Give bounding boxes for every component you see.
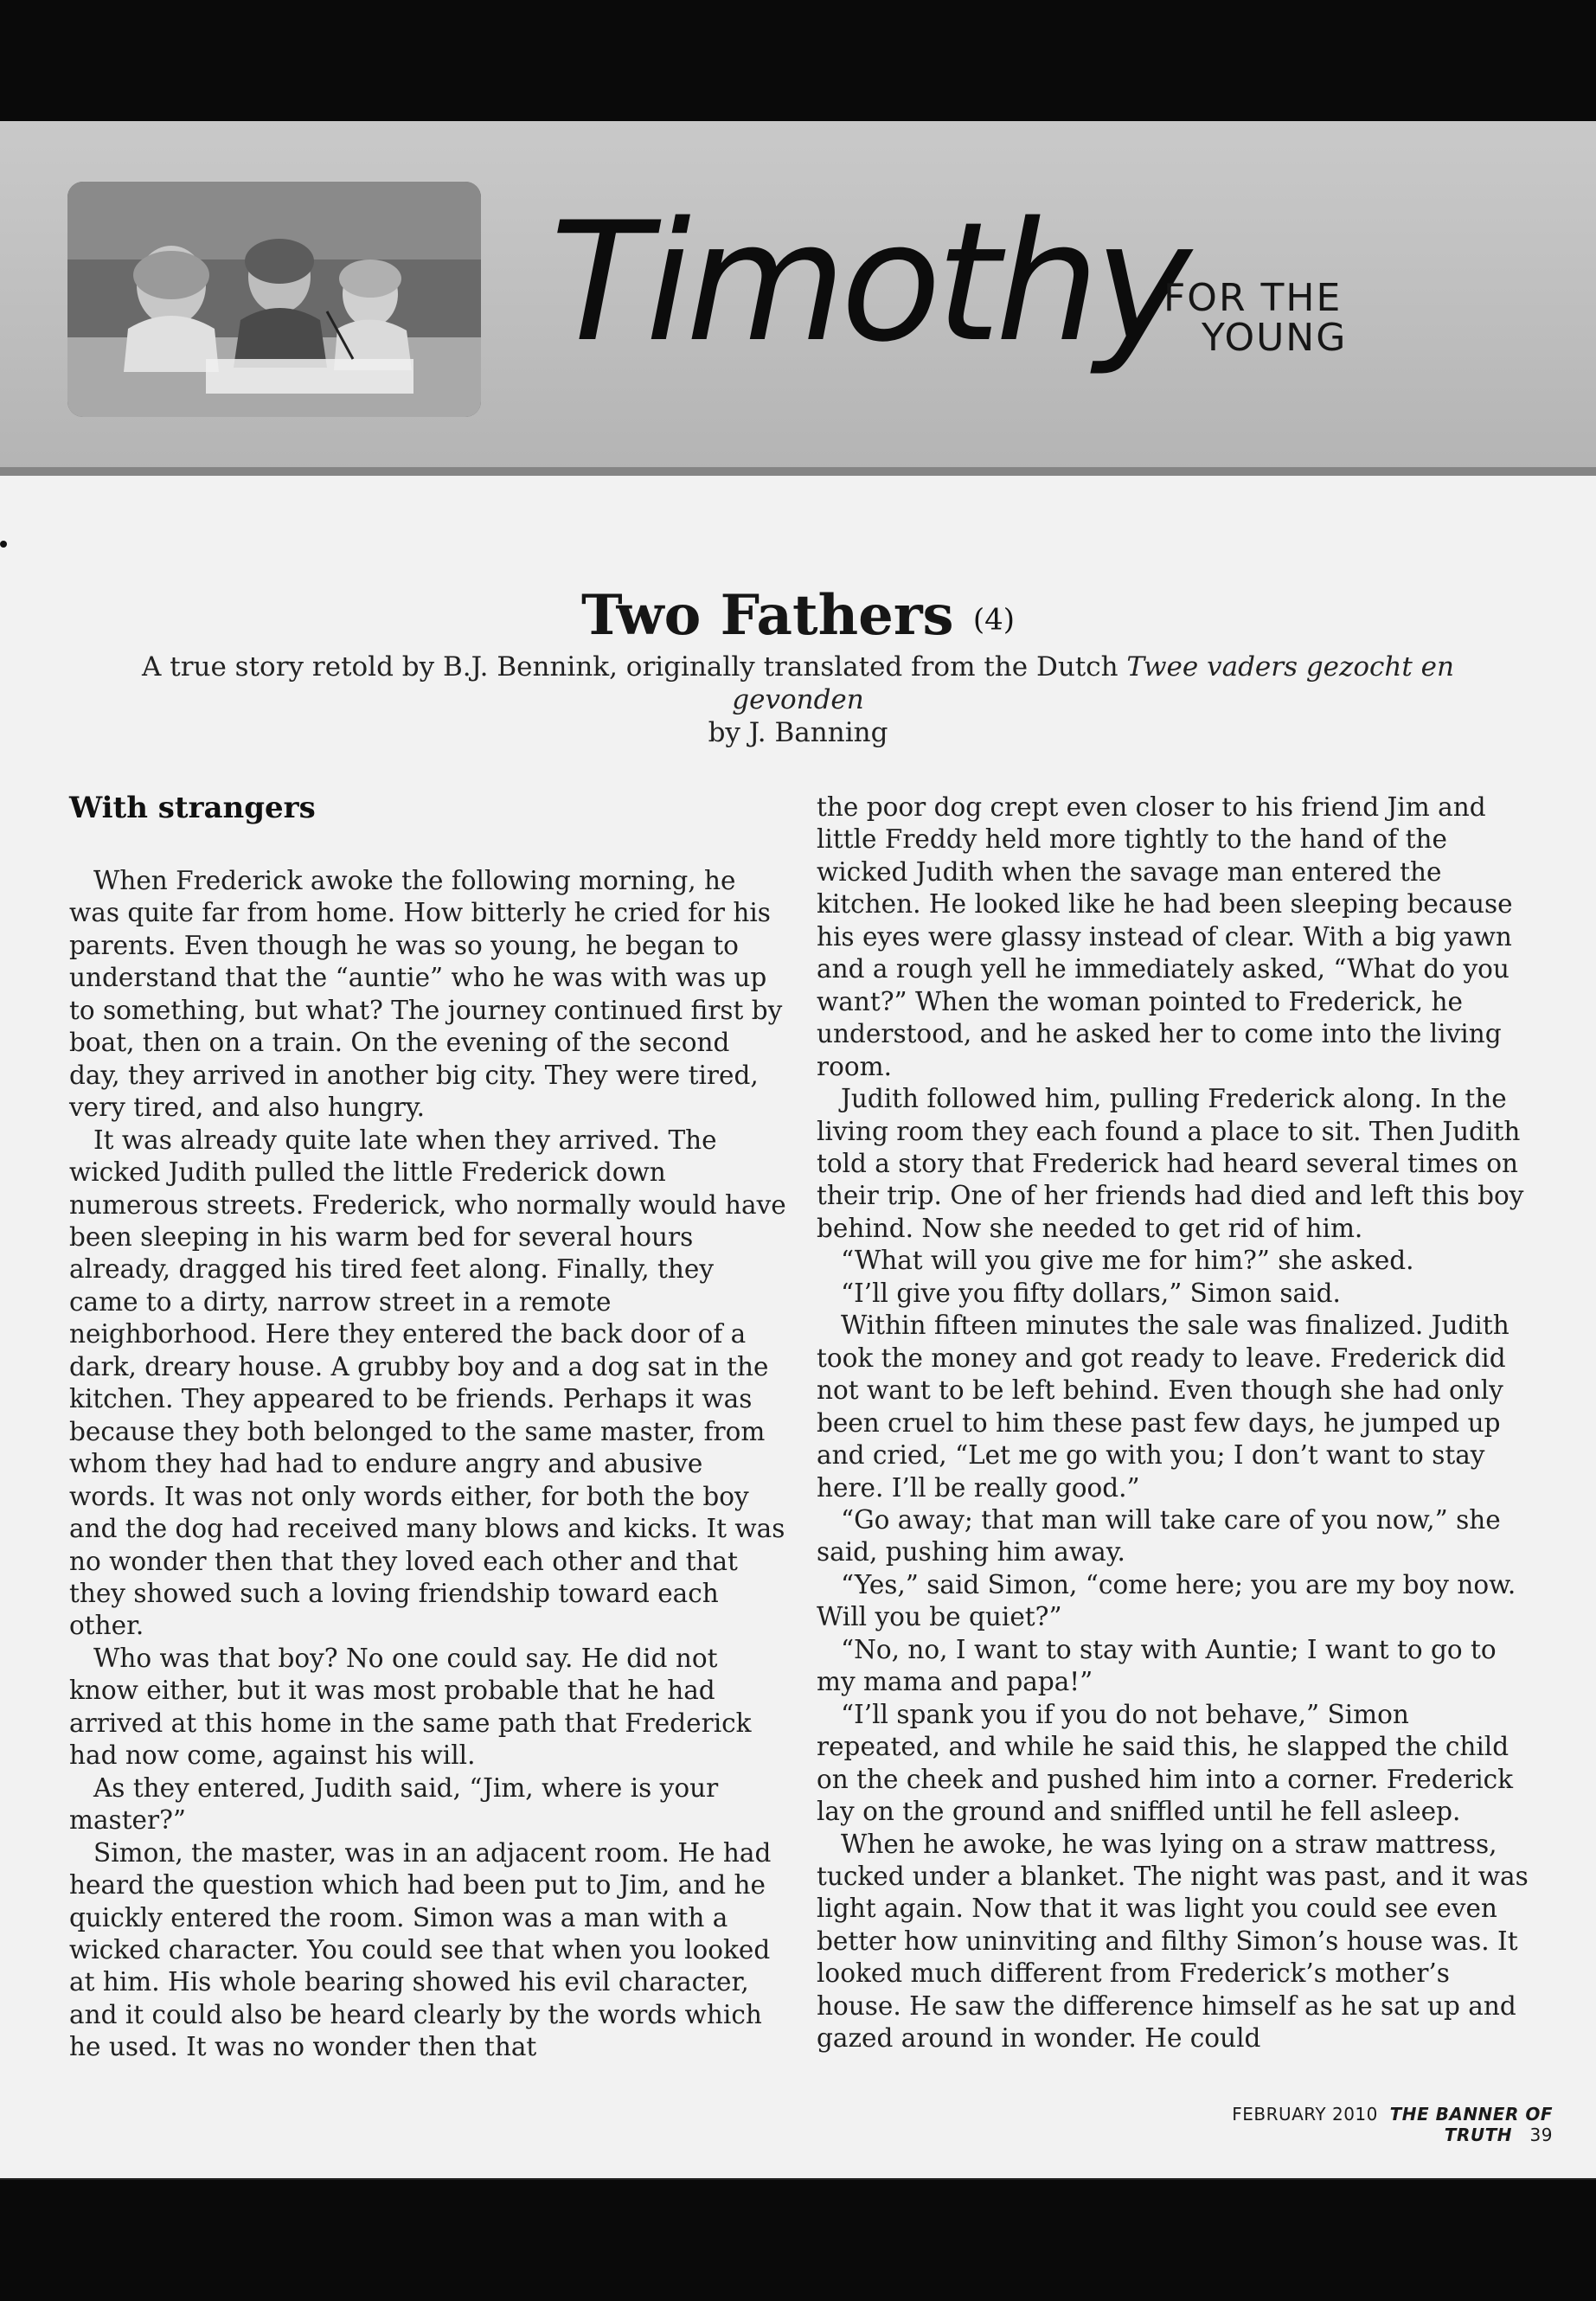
section-heading: With strangers: [69, 791, 316, 825]
paragraph: “Yes,” said Simon, “come here; you are my boy now. Will you be quiet?”: [817, 1569, 1516, 1632]
right-column: [817, 792, 1535, 2055]
subtitle-prefix: A true story retold by B.J. Bennink, originally translated from the Dutch: [142, 651, 1127, 683]
paragraph: As they entered, Judith said, “Jim, where is your master?”: [69, 1772, 719, 1836]
paragraph: Who was that boy? No one could say. He did not know either, but it was most probable that he had arrived at this home in the same path that Frederick had now come, against his will.: [69, 1643, 752, 1771]
children-drawing-photo: [67, 182, 481, 417]
footer-publication: THE BANNER OF TRUTH: [1389, 2104, 1553, 2145]
paragraph: It was already quite late when they arrived. The wicked Judith pulled the little Frederick down numerous streets. Frederick, who normally would have been sleeping in his warm bed for several hours already, dragged his tired feet along. Finally, they came to a dirty, narrow street in a remote neighborhood. Here they entered the back door of a dark, dreary house. A grubby boy and a dog sat in the kitchen. They appeared to be friends. Perhaps it was because they both belonged to the same master, from whom they had had to endure angry and abusive words. It was not only words either, for both the boy and the dog had received many blows and kicks. It was no wonder then that they loved each other and that they showed such a loving friendship toward each other.: [69, 1125, 786, 1641]
subtitle-dutch-title: Twee vaders gezocht en gevonden: [732, 651, 1454, 715]
paragraph: the poor dog crept even closer to his friend Jim and little Freddy held more tightly to the hand of the wicked Judith when the savage man entered the kitchen. He looked like he had been sleeping because his eyes were glassy instead of clear. With a big yawn and a rough yell he immediately asked, “What do you want?” When the woman pointed to Frederick, he understood, and he asked her to come into the living room.: [817, 792, 1513, 1081]
footer-issue: FEBRUARY 2010: [1232, 2104, 1378, 2125]
paragraph: “I’ll give you fifty dollars,” Simon said.: [841, 1278, 1341, 1308]
scan-speck: [0, 541, 7, 548]
logo-tag-line1: FOR THE: [1163, 276, 1343, 320]
paragraph: When he awoke, he was lying on a straw mattress, tucked under a blanket. The night was past, and it was light again. Now that it was light you could see even better how uninviting and filthy Simon’s house was. It looked much different from Frederick’s mother’s house. He saw the difference himself as he sat up and gazed around in wonder. He could: [817, 1829, 1529, 2054]
photo-illustration: [67, 182, 481, 417]
scan-border-bottom: [0, 2180, 1596, 2301]
paragraph: “No, no, I want to stay with Auntie; I want to go to my mama and papa!”: [817, 1634, 1497, 1697]
for-the-young-tag: [1163, 276, 1354, 361]
subtitle-translator: by J. Banning: [708, 717, 888, 748]
paragraph: “Go away; that man will take care of you now,” she said, pushing him away.: [817, 1504, 1501, 1567]
paragraph: Within fifteen minutes the sale was finalized. Judith took the money and got ready to leave. Frederick did not want to be left behind. Even though she had only been cruel to him these past few days, he jumped up and cried, “Let me go with you; I don’t want to stay here. I’ll be really good.”: [817, 1311, 1509, 1503]
left-column: [69, 865, 787, 2064]
paragraph: When Frederick awoke the following morning, he was quite far from home. How bitterly he cried for his parents. Even though he was so young, he began to understand that the “auntie” who he was with was up to something, but what? The journey continued first by boat, then on a train. On the evening of the second day, they arrived in another big city. They were tired, very tired, and also hungry.: [69, 866, 783, 1123]
scan-border-top: [0, 0, 1596, 121]
article-part-number: (4): [972, 602, 1016, 638]
timothy-logo-word: Timothy: [550, 187, 1187, 378]
article-title-text: Two Fathers: [580, 583, 954, 648]
article-subtitle: [78, 651, 1518, 749]
paragraph: Simon, the master, was in an adjacent room. He had heard the question which had been put to Jim, and he quickly entered the room. Simon was a man with a wicked character. You could see that when you looked at him. His whole bearing showed his evil character, and it could also be heard clearly by the words which he used. It was no wonder then that: [69, 1837, 772, 2062]
paragraph: Judith followed him, pulling Frederick along. In the living room they each found a place to sit. Then Judith told a story that Frederick had heard several times on their trip. One of her friends had died and left this boy behind. Now she needed to get rid of him.: [817, 1084, 1524, 1243]
article-title: [0, 583, 1596, 648]
page-footer: [1146, 2104, 1553, 2145]
footer-page-number: 39: [1529, 2125, 1553, 2145]
paragraph: “I’ll spank you if you do not behave,” Simon repeated, and while he said this, he slapped the child on the cheek and pushed him into a corner. Frederick lay on the ground and sniffled until he fell asleep.: [817, 1699, 1514, 1827]
header-divider: [0, 467, 1596, 476]
logo-tag-line2: YOUNG: [1202, 316, 1348, 361]
paragraph: “What will you give me for him?” she asked.: [841, 1246, 1414, 1276]
